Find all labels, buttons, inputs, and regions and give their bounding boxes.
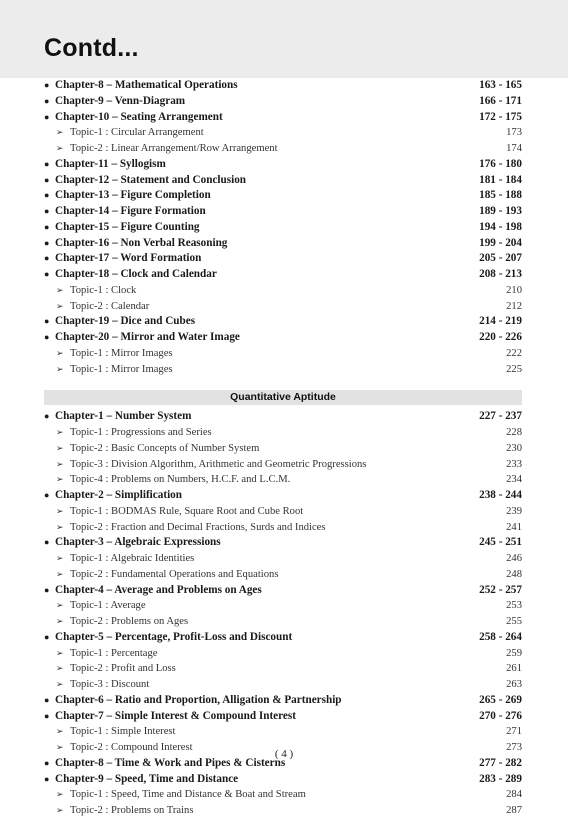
bullet-icon: ● [44,584,50,595]
page-range: 214 - 219 [479,315,522,328]
topic-title: Topic-1 : Mirror Images [70,363,173,375]
toc-chapter-row [44,157,522,173]
bullet-icon: ● [44,206,50,216]
toc-chapter-row [44,110,522,126]
toc-topic-row [44,125,522,141]
chapter-title: Chapter-11 – Syllogism [55,157,166,170]
toc-topic-row [44,362,522,378]
page-range: 265 - 269 [479,693,522,706]
topic-title: Topic-1 : Average [70,600,146,612]
chapter-title: Chapter-18 – Clock and Calendar [55,268,217,280]
page-range: 239 [506,505,522,517]
chapter-title: Chapter-6 – Ratio and Proportion, Alligation & Partnership [55,693,342,706]
bullet-icon: ● [44,174,50,185]
page-range: 271 [506,726,522,738]
toc-chapter-row [44,330,522,346]
chapter-title: Chapter-19 – Dice and Cubes [55,315,196,328]
arrow-bullet-icon: ➢ [56,679,64,689]
topic-title: Topic-2 : Problems on Ages [70,616,189,627]
chapter-title: Chapter-2 – Simplification [55,489,182,501]
toc-chapter-row [44,488,522,504]
toc-chapter-row [44,630,522,646]
bullet-icon: ● [44,710,50,721]
page-range: 277 - 282 [479,756,522,769]
bullet-icon: ● [44,631,50,642]
chapter-title: Chapter-9 – Venn-Diagram [55,94,186,107]
toc-chapter-row [44,583,522,599]
page-range: 194 - 198 [479,220,522,233]
topic-title: Topic-1 : Speed, Time and Distance & Boat and Stream [70,789,306,801]
bullet-icon: ● [44,237,50,248]
bullet-icon: ● [44,111,50,122]
bullet-icon: ● [44,158,50,169]
bullet-icon: ● [44,773,50,784]
arrow-bullet-icon: ➢ [56,347,64,358]
page-range: 246 [506,553,522,564]
chapter-title: Chapter-4 – Average and Problems on Ages [55,583,262,596]
toc-topic-row [44,457,522,473]
page-range: 199 - 204 [479,236,522,249]
toc-topic-row [44,614,522,630]
arrow-bullet-icon: ➢ [56,568,64,579]
chapter-title: Chapter-13 – Figure Completion [55,189,211,202]
page-range: 283 - 289 [479,772,522,785]
arrow-bullet-icon: ➢ [56,521,64,532]
topic-title: Topic-1 : Simple Interest [70,726,176,738]
arrow-bullet-icon: ➢ [56,805,64,815]
toc-chapter-row [44,535,522,551]
page-range: 227 - 237 [479,410,522,423]
page-range: 174 [506,143,522,154]
topic-title: Topic-2 : Fraction and Decimal Fractions, Surds and Indices [70,521,326,533]
page-range: 230 [506,442,522,454]
topic-title: Topic-1 : Circular Arrangement [70,127,204,139]
arrow-bullet-icon: ➢ [56,553,64,563]
bullet-icon: ● [44,537,50,548]
arrow-bullet-icon: ➢ [56,458,64,469]
chapter-title: Chapter-20 – Mirror and Water Image [55,331,240,343]
page-range: 241 [506,521,522,533]
topic-title: Topic-3 : Division Algorithm, Arithmetic and Geometric Progressions [70,458,367,470]
arrow-bullet-icon: ➢ [56,616,64,626]
page-range: 238 - 244 [479,489,522,501]
topic-title: Topic-2 : Fundamental Operations and Equations [70,568,279,580]
arrow-bullet-icon: ➢ [56,505,64,516]
page-range: 208 - 213 [479,268,522,280]
topic-title: Topic-2 : Linear Arrangement/Row Arrangement [70,143,278,154]
page-range: 255 [506,616,522,627]
topic-title: Topic-2 : Calendar [70,300,150,312]
toc-chapter-row [44,220,522,236]
toc-topic-row [44,141,522,157]
toc-topic-row [44,661,522,677]
topic-title: Topic-1 : Clock [70,284,137,296]
topic-title: Topic-2 : Basic Concepts of Number System [70,442,260,454]
toc-topic-row [44,441,522,457]
bullet-icon: ● [44,757,50,768]
chapter-title: Chapter-7 – Simple Interest & Compound Interest [55,709,296,722]
page-range: 253 [506,600,522,612]
toc-chapter-row [44,693,522,709]
bullet-icon: ● [44,332,50,342]
bullet-icon: ● [44,253,50,264]
bullet-icon: ● [44,190,50,201]
arrow-bullet-icon: ➢ [56,143,64,153]
toc-chapter-row [44,709,522,725]
page-range: 248 [506,568,522,580]
page-range: 205 - 207 [479,252,522,265]
toc-chapter-row [44,772,522,788]
page-range: 166 - 171 [479,94,522,107]
page-range: 287 [506,805,522,816]
arrow-bullet-icon: ➢ [56,600,64,611]
arrow-bullet-icon: ➢ [56,726,64,737]
page-header [0,0,568,78]
page-range: 225 [506,363,522,375]
toc-topic-row [44,299,522,315]
toc-list [44,78,522,377]
page-range: 234 [506,474,522,486]
page-title: Contd... [44,34,139,62]
toc-topic-row [44,551,522,567]
toc-topic-row [44,646,522,662]
chapter-title: Chapter-8 – Time & Work and Pipes & Cisterns [55,756,286,769]
chapter-title: Chapter-16 – Non Verbal Reasoning [55,236,228,249]
topic-title: Topic-2 : Profit and Loss [70,663,176,675]
chapter-title: Chapter-15 – Figure Counting [55,220,200,233]
bullet-icon: ● [44,221,50,232]
chapter-title: Chapter-12 – Statement and Conclusion [55,173,247,186]
bullet-icon: ● [44,269,50,279]
toc-topic-row [44,567,522,583]
toc-chapter-row [44,409,522,425]
page-range: 245 - 251 [479,536,522,549]
page-range: 273 [506,742,522,753]
toc-topic-row [44,724,522,740]
page-range: 270 - 276 [479,709,522,722]
chapter-title: Chapter-9 – Speed, Time and Distance [55,772,239,785]
toc-chapter-row [44,94,522,110]
page-range: 181 - 184 [479,173,522,186]
chapter-title: Chapter-3 – Algebraic Expressions [55,536,221,549]
page-range: 233 [506,458,522,470]
arrow-bullet-icon: ➢ [56,663,64,674]
toc-topic-row [44,283,522,299]
bullet-icon: ● [44,95,50,106]
bullet-icon: ● [44,80,50,90]
page-range: 284 [506,789,522,801]
arrow-bullet-icon: ➢ [56,742,64,752]
topic-title: Topic-1 : Mirror Images [70,347,173,359]
bullet-icon: ● [44,411,50,422]
chapter-title: Chapter-1 – Number System [55,410,192,423]
topic-title: Topic-1 : Percentage [70,647,158,659]
toc-chapter-row [44,314,522,330]
page-range: 263 [506,679,522,690]
table-of-contents [44,78,522,819]
page-range: 261 [506,663,522,675]
page-range: 173 [506,127,522,139]
page-range: 210 [506,284,522,296]
toc-topic-row [44,425,522,441]
section-heading: Quantitative Aptitude [44,390,522,405]
arrow-bullet-icon: ➢ [56,363,64,374]
toc-topic-row [44,598,522,614]
chapter-title: Chapter-17 – Word Formation [55,252,202,265]
arrow-bullet-icon: ➢ [56,647,64,658]
toc-chapter-row [44,267,522,283]
page-range: 252 - 257 [479,583,522,596]
toc-topic-row [44,472,522,488]
chapter-title: Chapter-5 – Percentage, Profit-Loss and Discount [55,630,293,643]
bullet-icon: ● [44,316,50,327]
toc-topic-row [44,677,522,693]
page-range: 172 - 175 [479,110,522,123]
bullet-icon: ● [44,694,50,705]
arrow-bullet-icon: ➢ [56,300,64,311]
toc-chapter-row [44,188,522,204]
page-range: 189 - 193 [479,205,522,217]
arrow-bullet-icon: ➢ [56,442,64,453]
toc-topic-row [44,520,522,536]
topic-title: Topic-2 : Compound Interest [70,742,193,753]
page-number: ( 4 ) [274,748,294,760]
toc-topic-row [44,346,522,362]
topic-title: Topic-1 : Algebraic Identities [70,553,195,564]
arrow-bullet-icon: ➢ [56,427,64,437]
page-range: 258 - 264 [479,630,522,643]
chapter-title: Chapter-8 – Mathematical Operations [55,79,238,91]
bullet-icon: ● [44,490,50,500]
page-range: 220 - 226 [479,331,522,343]
toc-topic-row [44,787,522,803]
toc-topic-row [44,504,522,520]
page-range: 176 - 180 [479,157,522,170]
topic-title: Topic-3 : Discount [70,679,150,690]
toc-chapter-row [44,236,522,252]
chapter-title: Chapter-10 – Seating Arrangement [55,110,223,123]
topic-title: Topic-4 : Problems on Numbers, H.C.F. and L.C.M. [70,474,291,486]
toc-chapter-row [44,204,522,220]
page-range: 185 - 188 [479,189,522,202]
toc-chapter-row [44,78,522,94]
page-range: 259 [506,647,522,659]
page-range: 163 - 165 [479,79,522,91]
arrow-bullet-icon: ➢ [56,127,64,138]
toc-topic-row [44,803,522,819]
topic-title: Topic-2 : Problems on Trains [70,805,194,816]
page-range: 212 [506,300,522,312]
page-range: 228 [506,427,522,438]
page-range: 222 [506,347,522,359]
topic-title: Topic-1 : BODMAS Rule, Square Root and Cube Root [70,505,304,517]
toc-chapter-row [44,251,522,267]
chapter-title: Chapter-14 – Figure Formation [55,205,206,217]
arrow-bullet-icon: ➢ [56,474,64,485]
arrow-bullet-icon: ➢ [56,284,64,295]
arrow-bullet-icon: ➢ [56,789,64,800]
topic-title: Topic-1 : Progressions and Series [70,427,212,438]
toc-chapter-row [44,173,522,189]
